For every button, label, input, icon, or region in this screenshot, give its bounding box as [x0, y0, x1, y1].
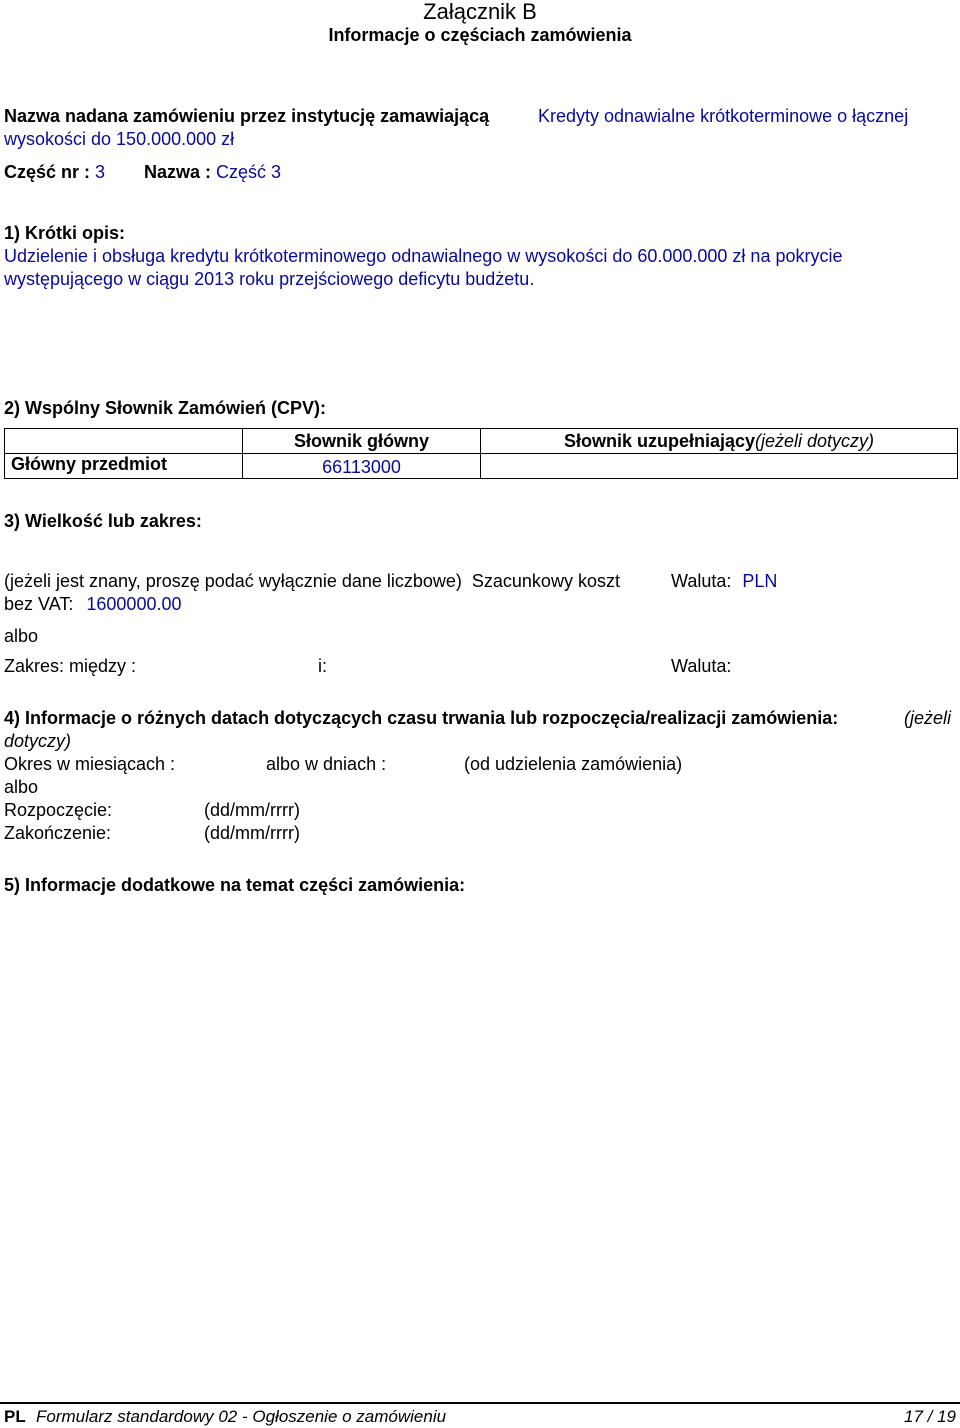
part-number-value: 3: [95, 162, 106, 182]
end-date-label: Zakończenie:: [4, 823, 112, 843]
table-row: [5, 454, 958, 479]
cpv-supplementary-code: [481, 454, 958, 479]
part-number-label: Część nr :: [4, 162, 91, 182]
section3-estimated-cost-text: (jeżeli jest znany, proszę podać wyłącznie dane liczbowe) Szacunkowy koszt: [4, 571, 620, 591]
cpv-header-main: Słownik główny: [243, 429, 481, 454]
part-name-value: Część 3: [216, 162, 282, 182]
cpv-table: [4, 428, 958, 479]
currency-value: PLN: [742, 571, 778, 591]
footer-page-number: 17 / 19: [904, 1407, 956, 1426]
section2-heading: 2) Wspólny Słownik Zamówień (CPV):: [4, 398, 327, 418]
part-name: [144, 161, 281, 184]
page-title: Załącznik B: [423, 0, 537, 24]
end-date-format: (dd/mm/rrrr): [204, 823, 300, 843]
section3-heading: 3) Wielkość lub zakres:: [4, 511, 202, 531]
cpv-main-code: 66113000: [243, 454, 481, 479]
section1-description-line2: występującego w ciągu 2013 roku przejściowego deficytu budżetu.: [4, 269, 535, 289]
section1-description-line1: Udzielenie i obsługa kredytu krótkoterminowego odnawialnego w wysokości do 60.000.000 zł na pokrycie: [4, 246, 843, 266]
footer-form-name: Formularz standardowy 02 - Ogłoszenie o zamówieniu: [36, 1407, 447, 1426]
section4-heading: 4) Informacje o różnych datach dotyczących czasu trwania lub rozpoczęcia/realizacji zamówienia:: [4, 708, 839, 728]
section4-heading-note-2: dotyczy): [4, 731, 72, 751]
start-date-format: (dd/mm/rrrr): [204, 800, 300, 820]
from-award-note: (od udzielenia zamówienia): [464, 754, 683, 774]
order-name-value-line2: wysokości do 150.000.000 zł: [4, 129, 235, 149]
footer-divider: [0, 1402, 960, 1404]
cpv-header-supp-note: (jeżeli dotyczy): [755, 430, 875, 451]
section4-or: albo: [4, 777, 39, 797]
cpv-row-label: Główny przedmiot: [5, 454, 243, 479]
days-label: albo w dniach :: [266, 754, 387, 774]
part-number: [4, 161, 105, 184]
currency-label: Waluta:: [671, 571, 732, 591]
range-label: Zakres: między :: [4, 656, 137, 676]
section3-vat: [4, 593, 182, 616]
vat-label: bez VAT:: [4, 594, 74, 614]
range-currency-label: Waluta:: [671, 656, 732, 676]
section3-currency: [671, 570, 777, 593]
cpv-header-supp-label: Słownik uzupełniający: [563, 430, 756, 451]
range-and-label: i:: [318, 656, 327, 676]
cpv-header-empty-cell: [5, 429, 243, 454]
page-subtitle: Informacje o częściach zamówienia: [328, 25, 632, 45]
part-name-label: Nazwa :: [144, 162, 212, 182]
cpv-header-supplementary: [481, 429, 958, 454]
footer-language: PL: [4, 1407, 26, 1426]
vat-value: 1600000.00: [86, 594, 182, 614]
section1-heading: 1) Krótki opis:: [4, 223, 126, 243]
section3-or: albo: [4, 626, 39, 646]
section4-heading-note-1: (jeżeli: [904, 708, 952, 728]
cpv-table-header-row: [5, 429, 958, 454]
start-date-label: Rozpoczęcie:: [4, 800, 113, 820]
months-label: Okres w miesiącach :: [4, 754, 176, 774]
order-name-value-line1: Kredyty odnawialne krótkoterminowe o łącznej: [538, 106, 909, 126]
order-name-label: Nazwa nadana zamówieniu przez instytucję zamawiającą: [4, 106, 490, 126]
section5-heading: 5) Informacje dodatkowe na temat części zamówienia:: [4, 875, 466, 895]
